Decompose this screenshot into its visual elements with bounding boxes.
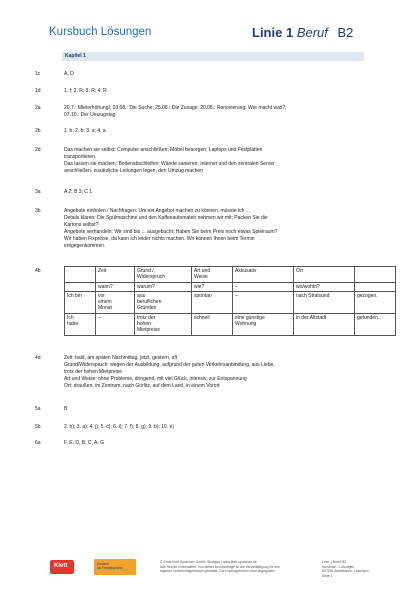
answer-line: Angebote einholen / Nachfragen: Um ein Angebot machen zu können, müsste ich ... xyxy=(64,208,250,214)
exercise-id: 5b xyxy=(35,424,41,430)
exercise-id: 6a xyxy=(35,440,41,446)
table-cell: spontan xyxy=(192,291,233,313)
table-cell: trotz der hohen Mietpreise xyxy=(135,313,192,335)
table-cell: wann? xyxy=(96,282,135,291)
exercise-id: 2b xyxy=(35,128,41,134)
answer-line: Angebote verhandeln: Wir sind bis ... ausgebucht; Haben Sie beim Preis noch etwas Spielraum? xyxy=(64,229,278,235)
exercise-answer xyxy=(64,147,364,175)
answer-line: Kartons selbst? xyxy=(64,222,99,228)
table-cell xyxy=(355,282,396,291)
table-cell: vor einem Monat xyxy=(96,291,135,313)
exercise-id: 2a xyxy=(35,105,41,111)
copyright-text: © Ernst Klett Sprachen GmbH, Stuttgart | www.klett-sprachen.de Alle Rechte vorbehalten. Von dieser Druckvorlage ist die Vervielfältigung für den eigenen Unterrichtsgebrauch gestattet. Die Kopiergebühren sind abgegolten. xyxy=(160,560,281,574)
answer-line: A 2; B 3; C 1 xyxy=(64,189,93,195)
page-title: Kursbuch Lösungen xyxy=(49,26,152,38)
answer-line: A, D xyxy=(64,71,74,77)
answer-line: 20.7.: Mieterhöhung!; 03.08.: Die Suche; 25.08.: Die Zusage; 20.08.: Renovierung: Wer macht was?; xyxy=(64,105,287,111)
exercise-answer xyxy=(64,406,364,413)
exercise-answer xyxy=(64,88,364,95)
table-cell: Ort xyxy=(294,267,355,283)
exercise-id: 3b xyxy=(35,208,41,214)
klett-logo: Klett xyxy=(50,560,74,574)
brand-main: Linie 1 xyxy=(252,25,294,40)
table-cell: in der Altstadt xyxy=(294,313,355,335)
exercise-answer xyxy=(64,424,364,431)
exercise-answer xyxy=(64,105,364,119)
chapter-label: Kapitel 1 xyxy=(65,53,86,59)
table-cell: gefunden. xyxy=(355,313,396,335)
table-cell: – xyxy=(233,291,294,313)
table-cell: Art und Weise xyxy=(192,267,233,283)
answer-line: B xyxy=(64,406,68,412)
table-cell: nach Stralsund xyxy=(294,291,355,313)
table-cell: Zeit xyxy=(96,267,135,283)
answer-line: Details klären: Die Spülmaschine und den Kaffeeautomaten nehmen wir mit; Packen Sie die xyxy=(64,215,268,221)
table-cell xyxy=(65,267,96,283)
answer-line: transportieren. xyxy=(64,154,97,160)
footer-book-info: Linie 1 Beruf B2 Kursbuch - Lösungen 607256 Arbeitsbuch: Lösungen Seite 1 xyxy=(322,560,369,578)
answer-line: 1. f; 2. R; 3. R; 4. R xyxy=(64,88,107,94)
table-cell: aus beruflichen Gründen xyxy=(135,291,192,313)
brand-italic: Beruf xyxy=(296,25,328,40)
answer-line: Wir haben Fixpreise, da kann ich leider nichts machen. Wir können Ihnen beim Termin xyxy=(64,236,255,242)
exercise-answer xyxy=(64,355,364,390)
table-cell: wo/wohin? xyxy=(294,282,355,291)
table-cell xyxy=(65,282,96,291)
answer-line: 1. b; 2. b; 3. a; 4. a xyxy=(64,128,106,134)
table-cell xyxy=(355,267,396,283)
table-header-row xyxy=(65,267,396,283)
exercise-id: 4d xyxy=(35,355,41,361)
exercise-answer xyxy=(64,71,364,78)
table-cell: Ich bin xyxy=(65,291,96,313)
exercise-id: 5a xyxy=(35,406,41,412)
table-row xyxy=(65,291,396,313)
answer-line: entgegenkommen. xyxy=(64,243,106,249)
exercise-id: 3a xyxy=(35,189,41,195)
page-footer xyxy=(0,556,420,594)
table-cell: schnell xyxy=(192,313,233,335)
answer-line: Das machen sie selbst: Computer anschließen; Möbel besorgen; Laptops und Festplatten xyxy=(64,147,263,153)
exercise-id: 1d xyxy=(35,88,41,94)
table-cell: warum? xyxy=(135,282,192,291)
answer-line: Zeit: bald, am späten Nachmittag, jetzt, gestern, oft xyxy=(64,355,178,361)
exercise-answer xyxy=(64,189,364,196)
answer-line: Das lassen sie machen: Bodenabschleifen; Wände sanieren; Internet und den zentralen Server xyxy=(64,161,275,167)
answer-line: 2. h); 3. a); 4. j); 5. c); 6. i); 7. f); 8. g); 9. b); 10. e) xyxy=(64,424,175,430)
answer-line: trotz der hohen Mietpreise xyxy=(64,369,123,375)
chapter-bar xyxy=(62,52,364,61)
answer-line: anschließen, zusätzliche Leitungen legen, den Umzug machen xyxy=(64,168,203,174)
solutions-table xyxy=(64,266,396,336)
exercise-id: 2d xyxy=(35,147,41,153)
table-cell: Akkusativ xyxy=(233,267,294,283)
answer-line: Grund/Widerspruch: wegen der Ausbildung, aufgrund der guten Verkehrsanbindung, aus Liebe, xyxy=(64,362,275,368)
table-row xyxy=(65,313,396,335)
answer-line: Art und Weise: ohne Probleme, dringend, mit viel Glück, intensiv, zur Entspannung xyxy=(64,376,247,382)
brand-logo xyxy=(252,25,353,40)
table-cell: – xyxy=(233,282,294,291)
exercise-answer xyxy=(64,128,364,135)
daf-logo: Deutsch als Fremdsprache xyxy=(94,559,136,575)
answer-line: 07.10.: Der Umzugstag xyxy=(64,112,116,118)
exercise-answer xyxy=(64,208,364,250)
exercise-id: 1c xyxy=(35,71,41,77)
table-cell: eine günstige Wohnung xyxy=(233,313,294,335)
table-cell: Grund / Widerspruch xyxy=(135,267,192,283)
brand-level: B2 xyxy=(337,25,354,40)
answer-line: F, E, D, B, C, A, G xyxy=(64,440,105,446)
answer-line: Ort: draußen, im Zentrum, nach Görlitz, auf dem Land, in einem Vorort xyxy=(64,383,220,389)
exercise-answer xyxy=(64,440,364,447)
table-cell: wie? xyxy=(192,282,233,291)
table-question-row xyxy=(65,282,396,291)
table-cell: Ich habe xyxy=(65,313,96,335)
table-cell: – xyxy=(96,313,135,335)
table-cell: gezogen. xyxy=(355,291,396,313)
exercise-id: 4b xyxy=(35,268,41,274)
